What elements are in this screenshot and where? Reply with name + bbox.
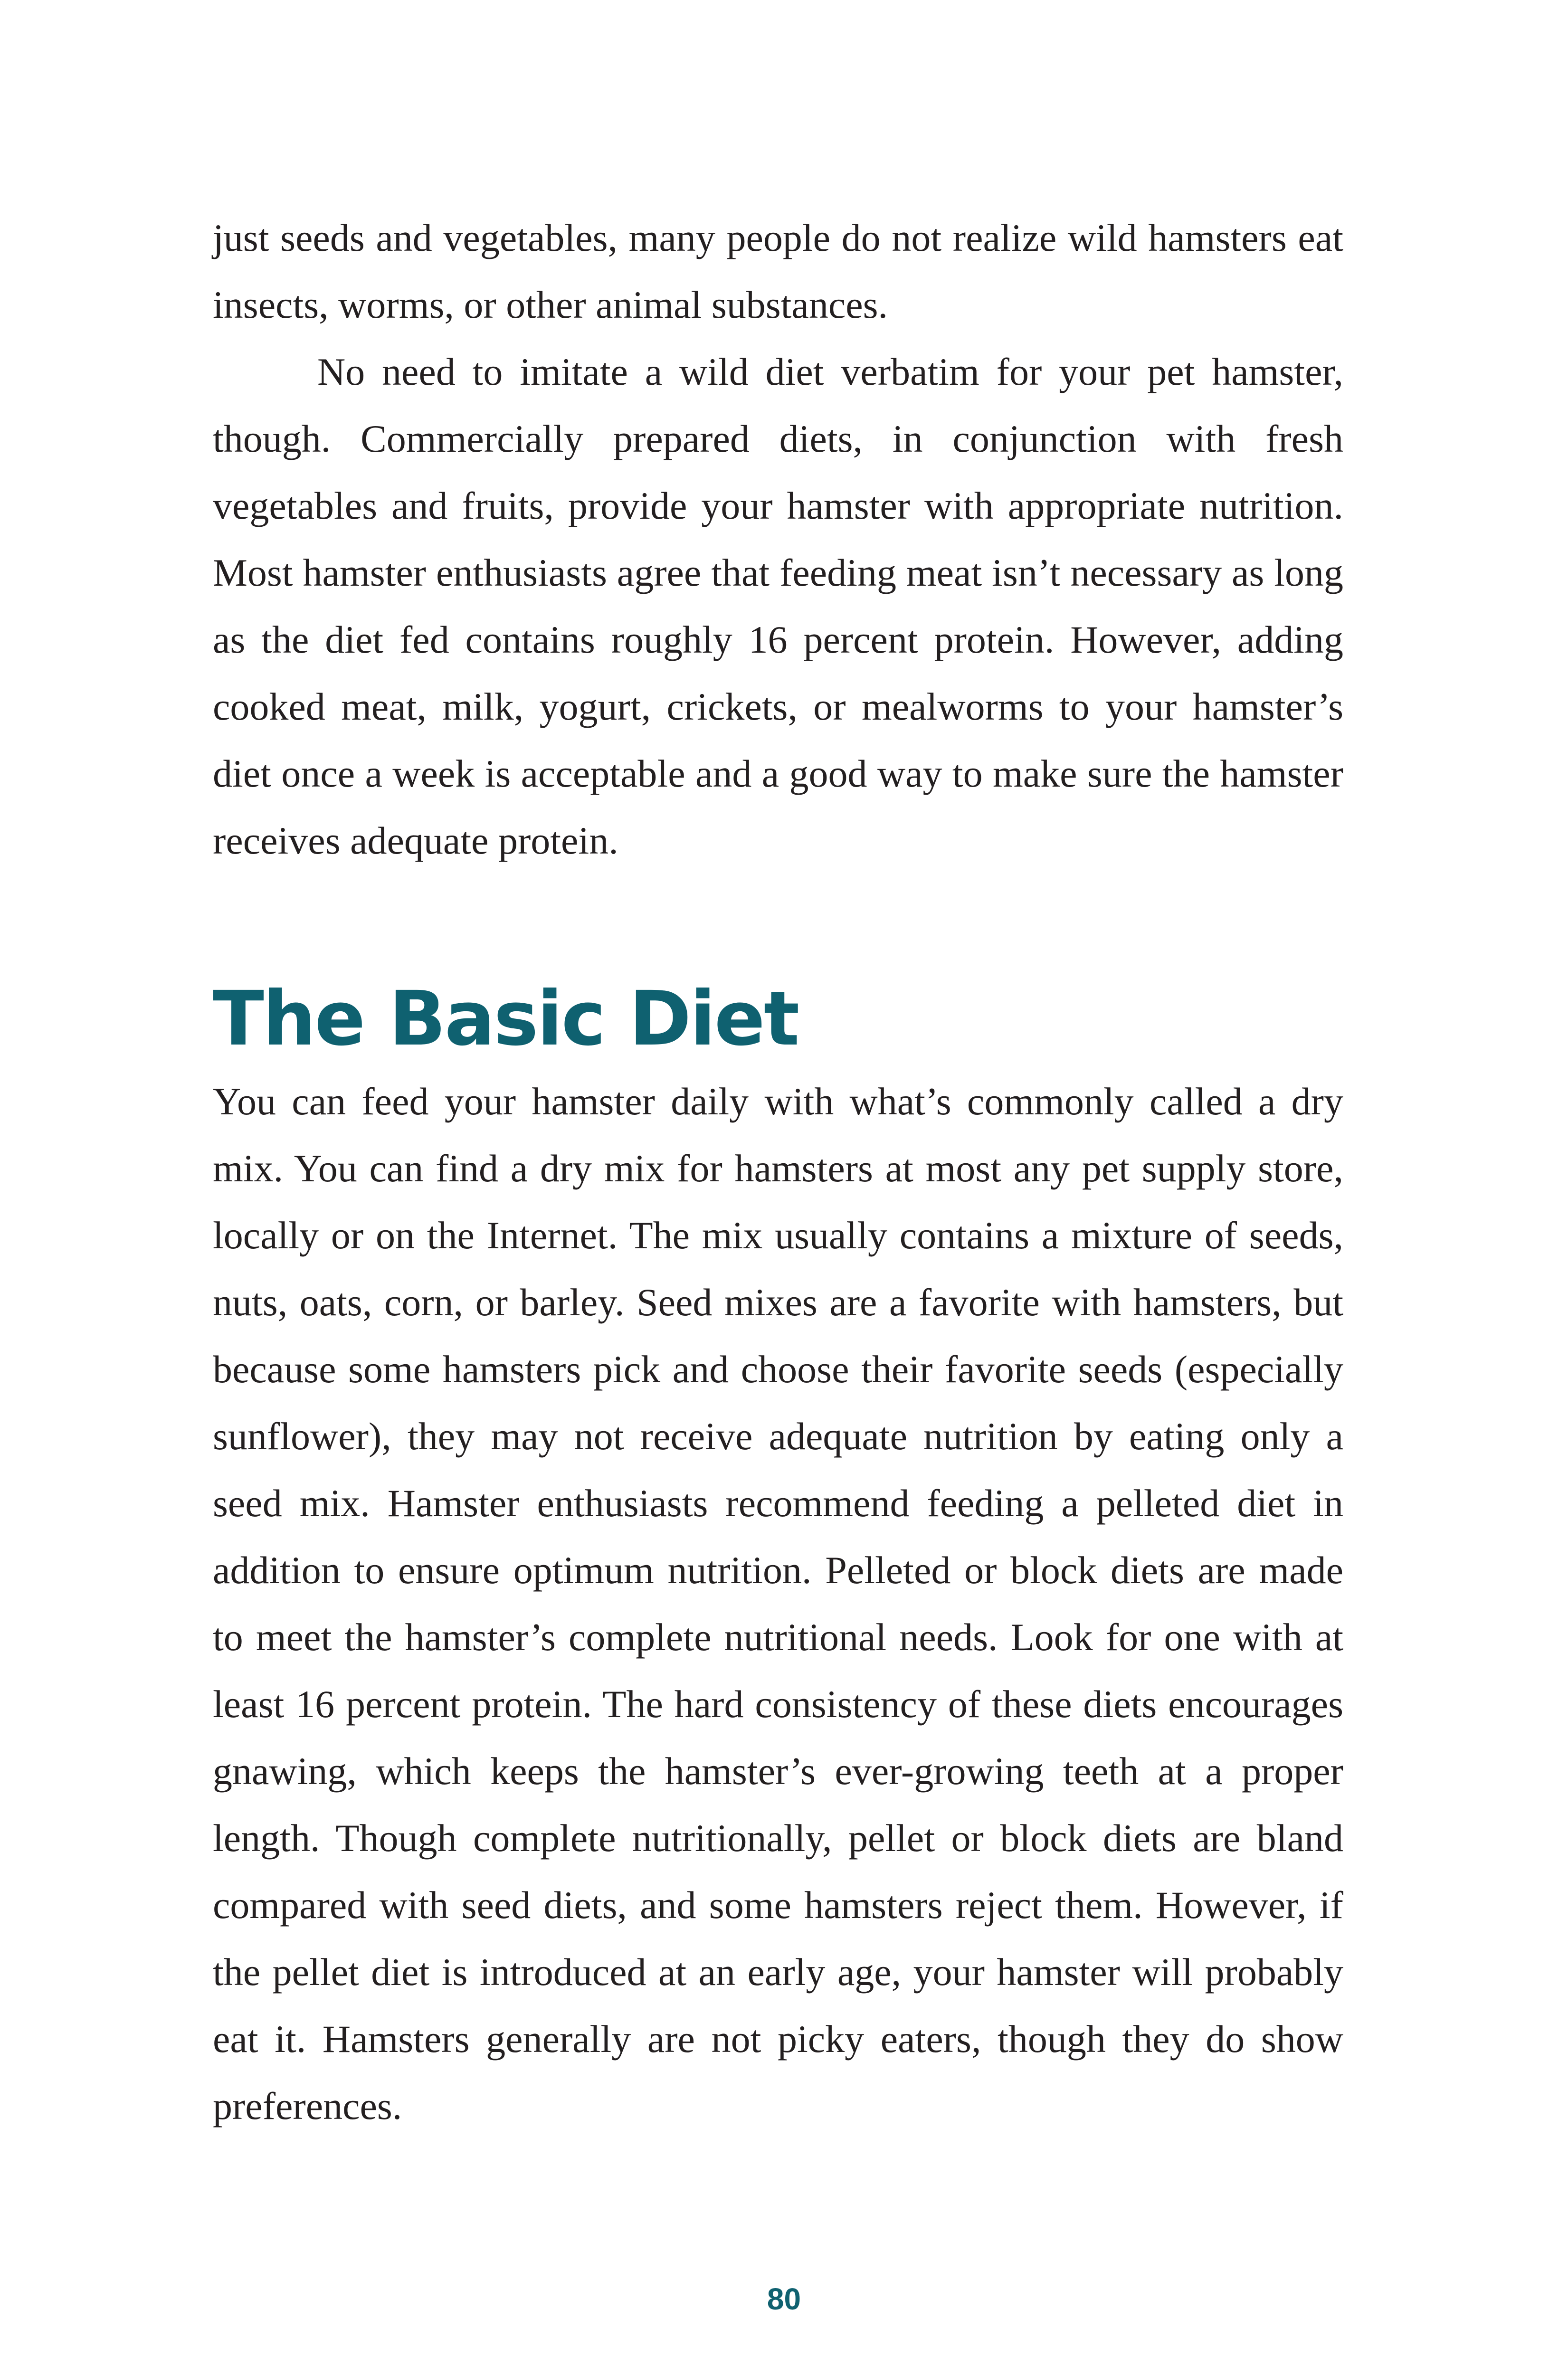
section-text-block <box>213 1068 1343 2139</box>
continuation-paragraph: just seeds and vegetables, many people do not realize wild hamsters eat insects, worms, or other animal substances. <box>213 216 1343 326</box>
intro-text-block <box>213 204 1343 874</box>
page-number: 80 <box>767 2282 801 2316</box>
section-heading: The Basic Diet <box>213 975 798 1063</box>
section-paragraph: You can feed your hamster daily with what’s commonly called a dry mix. You can find a dry mix for hamsters at most any pet supply store, locally or on the Internet. The mix usually contains a mixture of seeds, nuts, oats, corn, or barley. Seed mixes are a favorite with hamsters, but because some hamsters pick and choose their favorite seeds (especially sunflower), they may not receive adequate nutrition by eating only a seed mix. Hamster enthusiasts recommend feeding a pelleted diet in addition to ensure optimum nutrition. Pelleted or block diets are made to meet the hamster’s complete nutritional needs. Look for one with at least 16 percent protein. The hard consistency of these diets encourages gnawing, which keeps the hamster’s ever-growing teeth at a proper length. Though complete nutritionally, pellet or block diets are bland compared with seed diets, and some hamsters reject them. However, if the pellet diet is introduced at an early age, your hamster will probably eat it. Hamsters generally are not picky eaters, though they do show preferences. <box>213 1080 1343 2128</box>
body-paragraph: No need to imitate a wild diet verbatim for your pet hamster, though. Commercially prepared diets, in conjunction with fresh vegetables and fruits, provide your hamster with appropriate nutrition. Most hamster enthusiasts agree that feeding meat isn’t necessary as long as the diet fed contains roughly 16 percent protein. However, adding cooked meat, milk, yogurt, crickets, or mealworms to your hamster’s diet once a week is acceptable and a good way to make sure the hamster receives adequate protein. <box>213 350 1343 862</box>
